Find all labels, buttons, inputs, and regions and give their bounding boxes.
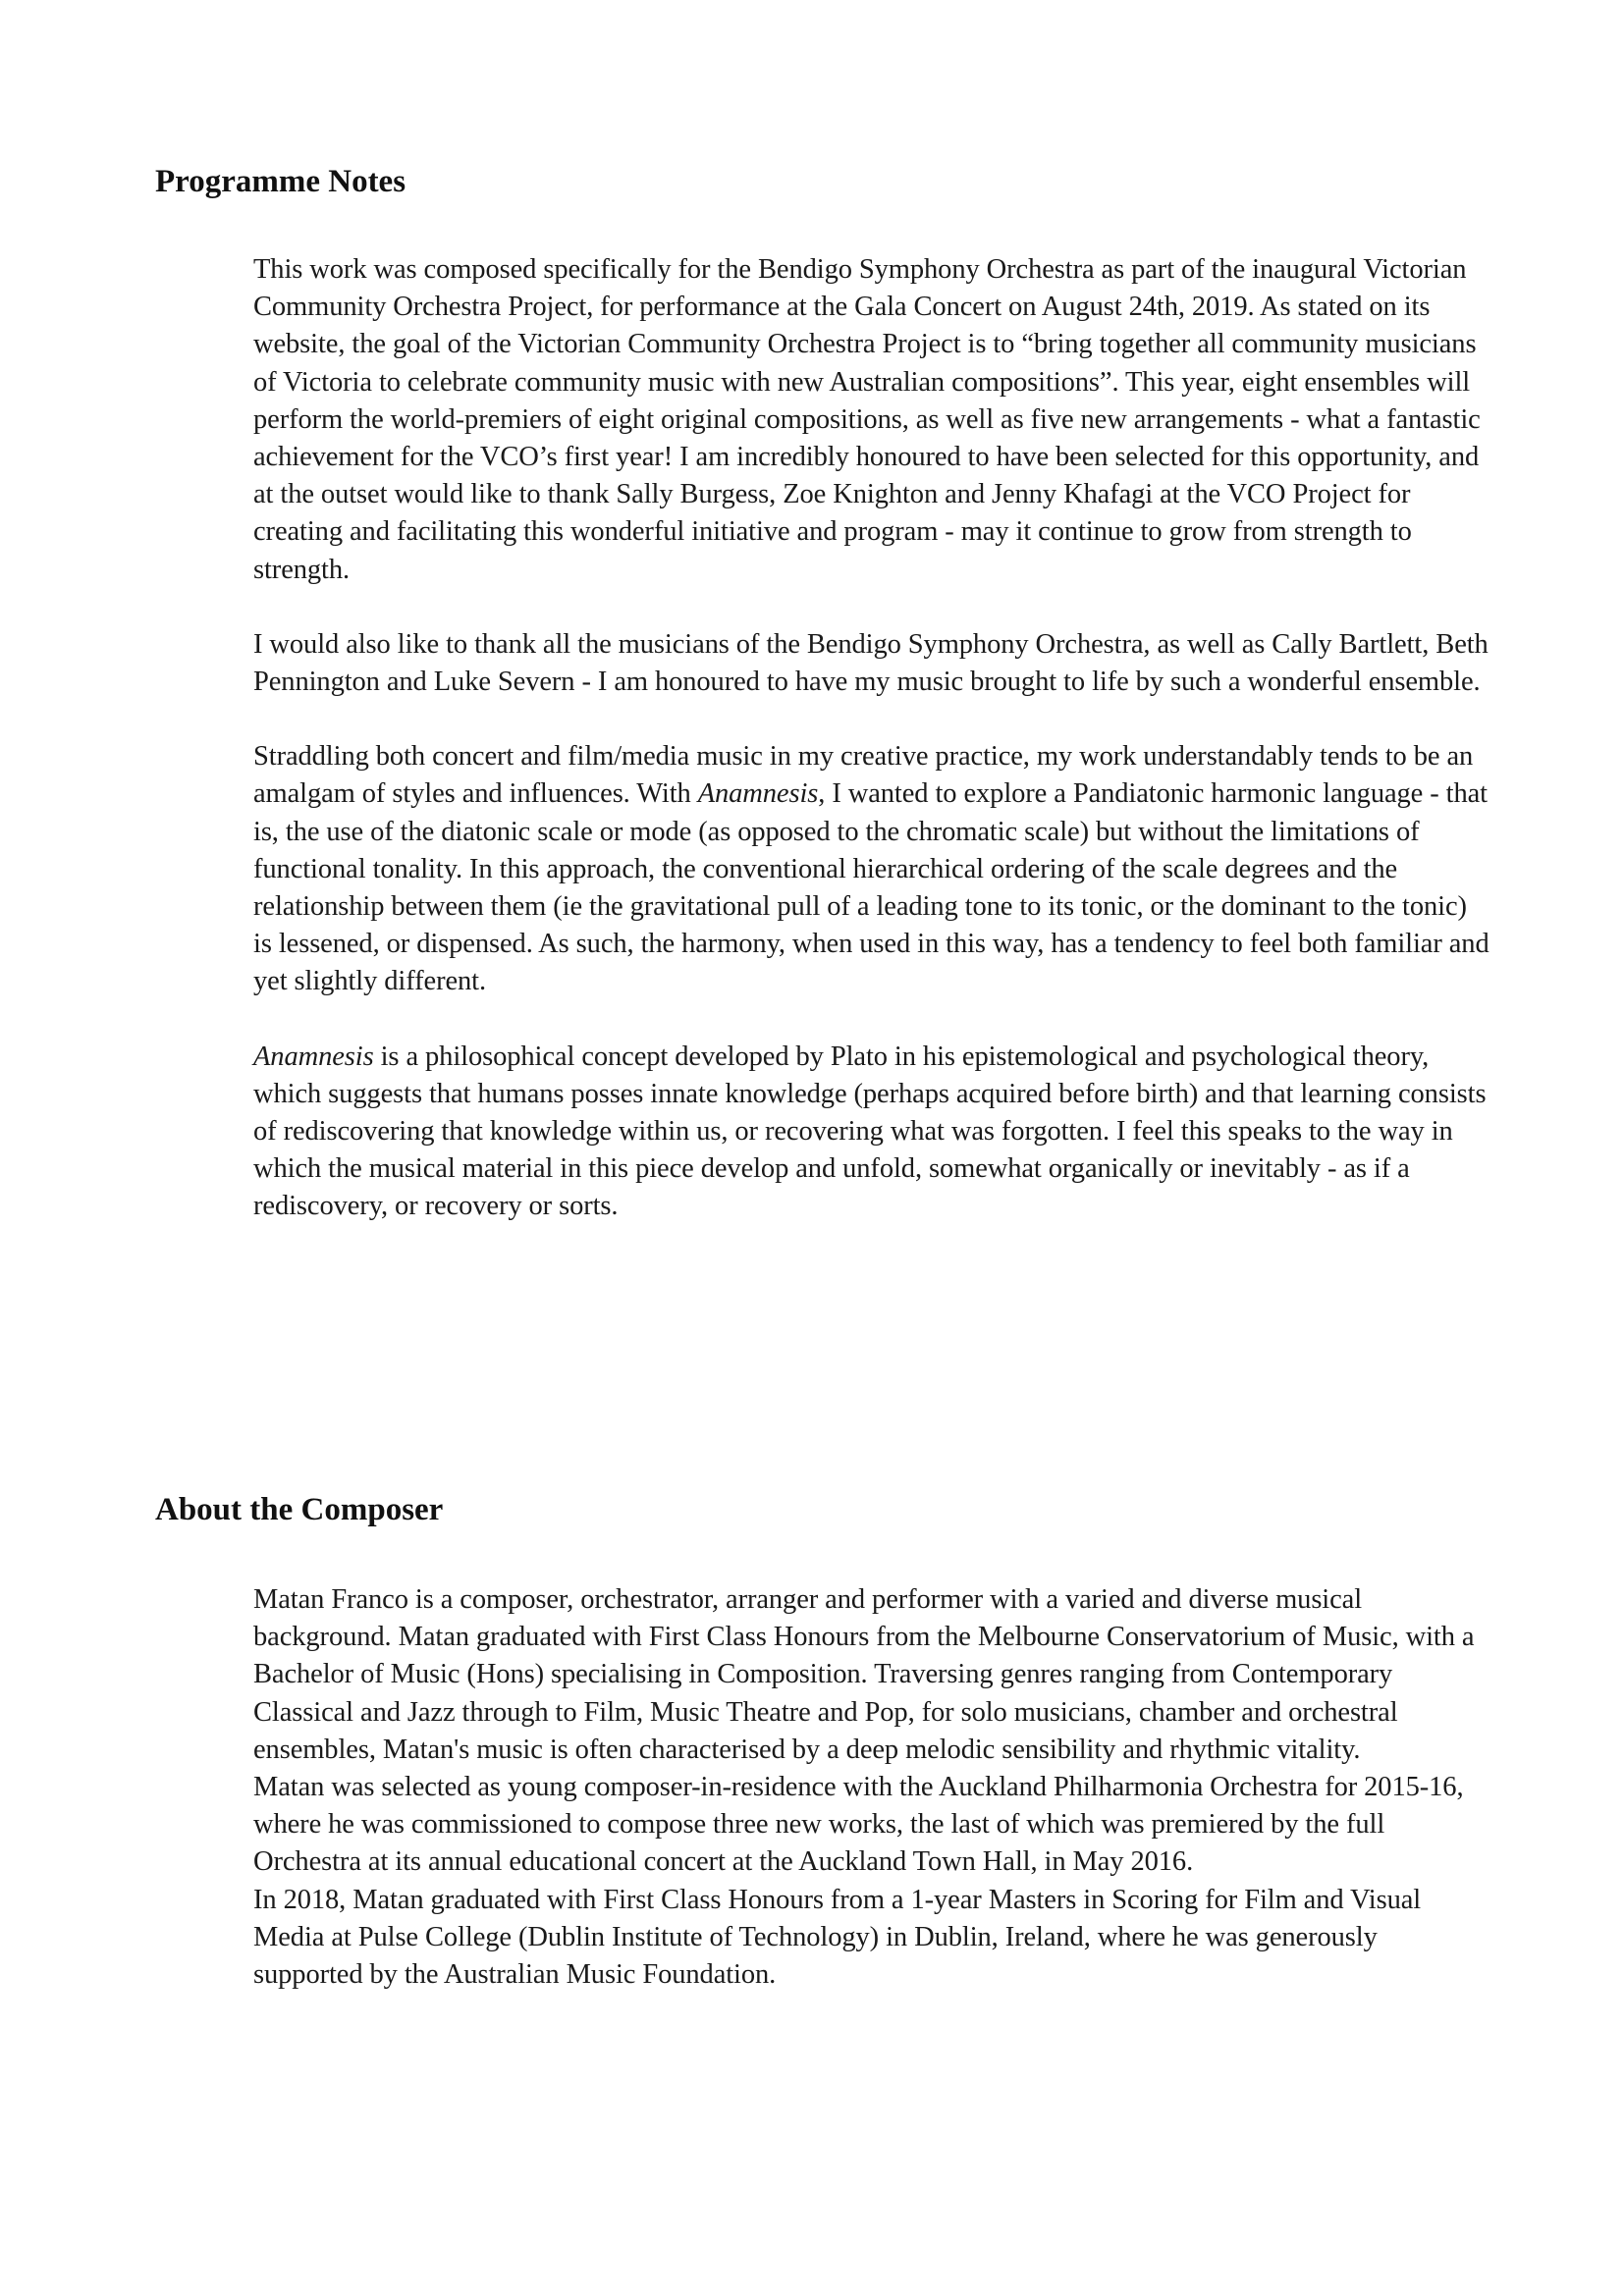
paragraph-3-text-after: , I wanted to explore a Pandiatonic harmonic language - that is, the use of the diatonic scale or mode (as opposed to the chromatic scale) but without the limitations of functional tonality. In this approach, the conventional hierarchical ordering of the scale degrees and the relationship between them (ie the gravitational pull of a leading tone to its tonic, or the dominant to the tonic) is lessened, or dispensed. As such, the harmony, when used in this way, has a tendency to feel both familiar and yet slightly different. bbox=[253, 778, 1489, 997]
programme-notes-paragraph-1: This work was composed specifically for the Bendigo Symphony Orchestra as part of the inaugural Victorian Community Orchestra Project, for performance at the Gala Concert on August 24th, 2019. As stated on its website, the goal of the Victorian Community Orchestra Project is to “bring together all community musicians of Victoria to celebrate community music with new Australian compositions”. This year, eight ensembles will perform the world-premiers of eight original compositions, as well as five new arrangements - what a fantastic achievement for the VCO’s first year! I am incredibly honoured to have been selected for this opportunity, and at the outset would like to thank Sally Burgess, Zoe Knighton and Jenny Khafagi at the VCO Project for creating and facilitating this wonderful initiative and program - may it continue to grow from strength to strength. bbox=[253, 254, 1481, 585]
programme-notes-body bbox=[253, 251, 1490, 1226]
programme-notes-paragraph-2: I would also like to thank all the musicians of the Bendigo Symphony Orchestra, as well as Cally Bartlett, Beth Pennington and Luke Severn - I am honoured to have my music brought to life by such a wonderful ensemble. bbox=[253, 628, 1489, 698]
about-composer-paragraph-1: Matan Franco is a composer, orchestrator, arranger and performer with a varied and diverse musical background. Matan graduated with First Class Honours from the Melbourne Conservatorium of Music, with a Bachelor of Music (Hons) specialising in Composition. Traversing genres ranging from Contemporary Classical and Jazz through to Film, Music Theatre and Pop, for solo musicians, chamber and orchestral ensembles, Matan's music is often characterised by a deep melodic sensibility and rhythmic vitality. bbox=[253, 1584, 1475, 1765]
about-composer-heading: About the Composer bbox=[155, 1492, 444, 1527]
about-composer-body bbox=[253, 1581, 1490, 1994]
about-composer-paragraph-2: Matan was selected as young composer-in-residence with the Auckland Philharmonia Orchestra for 2015-16, where he was commissioned to compose three new works, the last of which was premiered by the full Orchestra at its annual educational concert at the Auckland Town Hall, in May 2016. bbox=[253, 1772, 1464, 1878]
paragraph-3-text-before: Straddling both concert and film/media music in my creative practice, my work understandably tends to be an amalgam of styles and influences. With bbox=[253, 741, 1474, 810]
about-composer-paragraph-3: In 2018, Matan graduated with First Class Honours from a 1-year Masters in Scoring for Film and Visual Media at Pulse College (Dublin Institute of Technology) in Dublin, Ireland, where he was generously supported by the Australian Music Foundation. bbox=[253, 1884, 1422, 1991]
programme-notes-heading: Programme Notes bbox=[155, 164, 406, 199]
programme-notes-paragraph-4 bbox=[253, 1039, 1490, 1226]
anamnesis-title-italic: Anamnesis bbox=[253, 1041, 374, 1072]
programme-notes-paragraph-3 bbox=[253, 738, 1490, 1000]
anamnesis-title-italic: Anamnesis bbox=[697, 778, 819, 810]
paragraph-4-text-after: is a philosophical concept developed by Plato in his epistemological and psychological theory, which suggests that humans posses innate knowledge (perhaps acquired before birth) and that learning consists of rediscovering that knowledge within us, or recovering what was forgotten. I feel this speaks to the way in which the musical material in this piece develop and unfold, somewhat organically or inevitably - as if a rediscovery, or recovery or sorts. bbox=[253, 1041, 1487, 1222]
